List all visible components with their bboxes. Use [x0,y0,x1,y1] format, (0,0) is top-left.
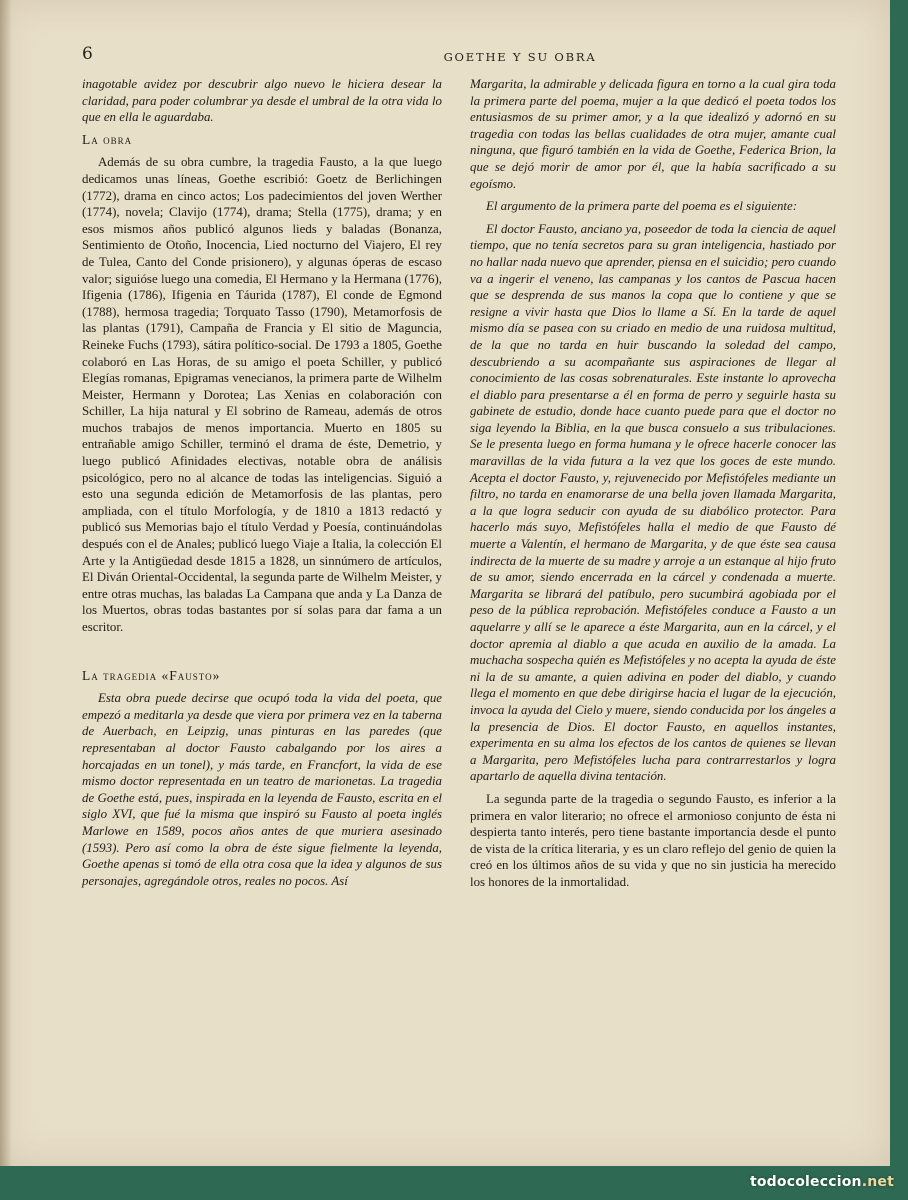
watermark-name: todocoleccion [749,1174,862,1190]
right-column [470,76,836,897]
segunda-parte-paragraph: La segunda parte de la tragedia o segundo Fausto, es inferior a la primera en valor literario; no ofrece el armonioso conjunto de ésta ni despierta tanto interés, pero tiene bastante importancia desde el punto de vista de la crítica literaria, y es un claro reflejo del genio de quien la creó en los últimos años de su vida y que no sin justicia ha merecido los honores de la inmortalidad. [470,791,836,889]
page-number: 6 [82,44,93,64]
heading-la-obra: La obra [82,131,133,147]
heading-tragedia-fausto: La tragedia «Fausto» [82,667,221,683]
argumento-intro: El argumento de la primera parte del poema es el siguiente: [486,199,797,214]
margarita-paragraph: Margarita, la admirable y delicada figura en torno a la cual gira toda la primera parte del poema, mujer a la que dedicó el poeta todos los entusiasmos de su primer amor, y a la que idealizó y adornó en su tragedia con todas las bellas cualidades de otra mujer, amante cual ninguna, que figuró también en la vida de Goethe, Federica Brion, la que se dejó morir de amor por él, que la había sacrificado a su egoísmo. [470,77,836,191]
running-title: GOETHE Y SU OBRA [443,50,597,64]
page-spine-shadow [0,0,12,1166]
intro-paragraph: inagotable avidez por descubrir algo nuevo le hiciera desear la claridad, para poder columbrar ya desde el umbral de la otra vida lo que en ella le aguardaba. [82,77,442,125]
fausto-paragraph: Esta obra puede decirse que ocupó toda la vida del poeta, que empezó a meditarla ya desde que viera por primera vez en la taberna de Auerbach, en Leipzig, unas pinturas en las paredes (que representaban al doctor Fausto cabalgando por los aires a horcajadas en un tonel), y más tarde, en Francfort, la vida de ese mismo doctor representada en un teatro de marionetas. La tragedia de Goethe está, pues, inspirada en la leyenda de Fausto, escrita en el siglo XVI, que fué la misma que inspiró su Fausto al poeta inglés Marlowe en 1589, pocos años antes de que muriera asesinado (1593). Pero así como la obra de éste sigue fielmente la leyenda, Goethe apenas si tomó de ella otra cosa que la idea y algunos de sus personajes, agregándole otros, reales no pocos. Así [82,691,442,888]
left-column [82,76,442,895]
watermark-tld: .net [861,1174,894,1190]
watermark-logo [750,1174,894,1190]
argumento-paragraph: El doctor Fausto, anciano ya, poseedor de toda la ciencia de aquel tiempo, que no tenía secretos para su gran inteligencia, hastiado por no hallar nada nuevo que aprender, piensa en el suicidio; pero cuando va a ingerir el veneno, las campanas y los cantos de Pascua hacen que se desprenda de sus manos la copa que lo contiene y que se resigne a vivir hasta que Dios lo llame a Sí. En la tarde de aquel mismo día se pasea con su criado en medio de una ruidosa multitud, de la que no tarda en huir buscando la soledad del campo, descubriendo a su acompañante sus aspiraciones de llegar al conocimiento de las cosas sobrenaturales. Este instante lo aprovecha el diablo para presentarse a él en forma de perro y seguirle hasta su gabinete de estudio, donde hace cuanto puede para que el doctor no siga leyendo la Biblia, en la que busca consuelo a sus tribulaciones. Se le presenta luego en forma humana y le ofrece hacerle conocer las maravillas de la vida futura a la vez que los goces de este mundo. Acepta el doctor Fausto, y, rejuvenecido por Mefistófeles mediante un filtro, no tarda en enamorarse de una bella joven llamada Margarita, a la que logra seducir con ayuda de su diabólico protector. Para hacerlo más suyo, Mefistófeles halla el medio de que Fausto dé muerte a Valentín, el hermano de Margarita, y de que éste sea causa indirecta de la muerte de su madre y arroje a un estanque al hijo fruto de su amor, siendo encerrada en la cárcel y condenada a muerte. Margarita se librará del patíbulo, pero sucumbirá agobiada por el peso de la pública reprobación. Mefistófeles conduce a Fausto a un aquelarre y allí se le aparece a éste Margarita, aun en la cárcel, y el doctor apremia al diablo a que acuda en auxilio de la amada. La muchacha sospecha quién es Mefistófeles y no acepta la ayuda de éste ni la de su amante, a quien adivina en poder del diablo, y cuando llega el momento en que debe dirigirse hacia el lugar de la ejecución, invoca la ayuda del Cielo y muere, siendo conducida por los ángeles a la presencia de Dios. El doctor Fausto, en aquellos instantes, experimenta en su alma los efectos de los cantos de quienes se llevan a Margarita, pero Mefistófeles lucha para contrarrestarlos y logra apartarlo de aquella divina tentación. [470,221,836,784]
obra-paragraph: Además de su obra cumbre, la tragedia Fausto, a la que luego dedicamos unas líneas, Goethe escribió: Goetz de Berlichingen (1772), drama en cinco actos; Los padecimientos del joven Werther (1774), novela; Clavijo (1774), drama; Stella (1775), drama; y en esos mismos años publicó algunos lieds y baladas (Bonanza, Sentimiento de Otoño, Inocencia, Lied nocturno del Viajero, El rey de Tulea, Canto del Conde prisionero), y algunas óperas de escaso valor; siguióse luego una comedia, El Hermano y la Hermana (1776), Ifigenia (1786), Ifigenia en Táurida (1787), El conde de Egmond (1788), hermosa tragedia; Torquato Tasso (1790), Metamorfosis de las plantas (1791), Campaña de Francia y El sitio de Maguncia, Reineke Fuchs (1793), sátira político-social. De 1793 a 1805, Goethe colaboró en Las Horas, de su amigo el poeta Schiller, y publicó Elegías romanas, Epigramas venecianos, la primera parte de Wilhelm Meister, Hermann y Dorotea; Las Xenias en colaboración con Schiller, La hija natural y El sobrino de Rameau, además de otros muchos trabajos de menos importancia. Muerto en 1805 su entrañable amigo Schiller, terminó el drama de éste, Demetrio, y luego publicó Afinidades electivas, notable obra de análisis psicológico, pero no al alcance de todas las inteligencias. Siguió a esto una segunda edición de Metamorfosis de las plantas, pero ampliada, con el título Morfología, y de 1810 a 1813 redactó y publicó sus Memorias bajo el título Verdad y Poesía, continuándolas después con el de Anales; publicó luego Viaje a Italia, la colección El Arte y la Antigüedad desde 1815 a 1828, un sinnúmero de artículos, El Diván Oriental-Occidental, la segunda parte de Wilhelm Meister, y entre otras muchas, las baladas La Campana que anda y La Danza de los Muertos, obras todas bastantes por sí solas para dar fama a un escritor. [82,155,442,634]
